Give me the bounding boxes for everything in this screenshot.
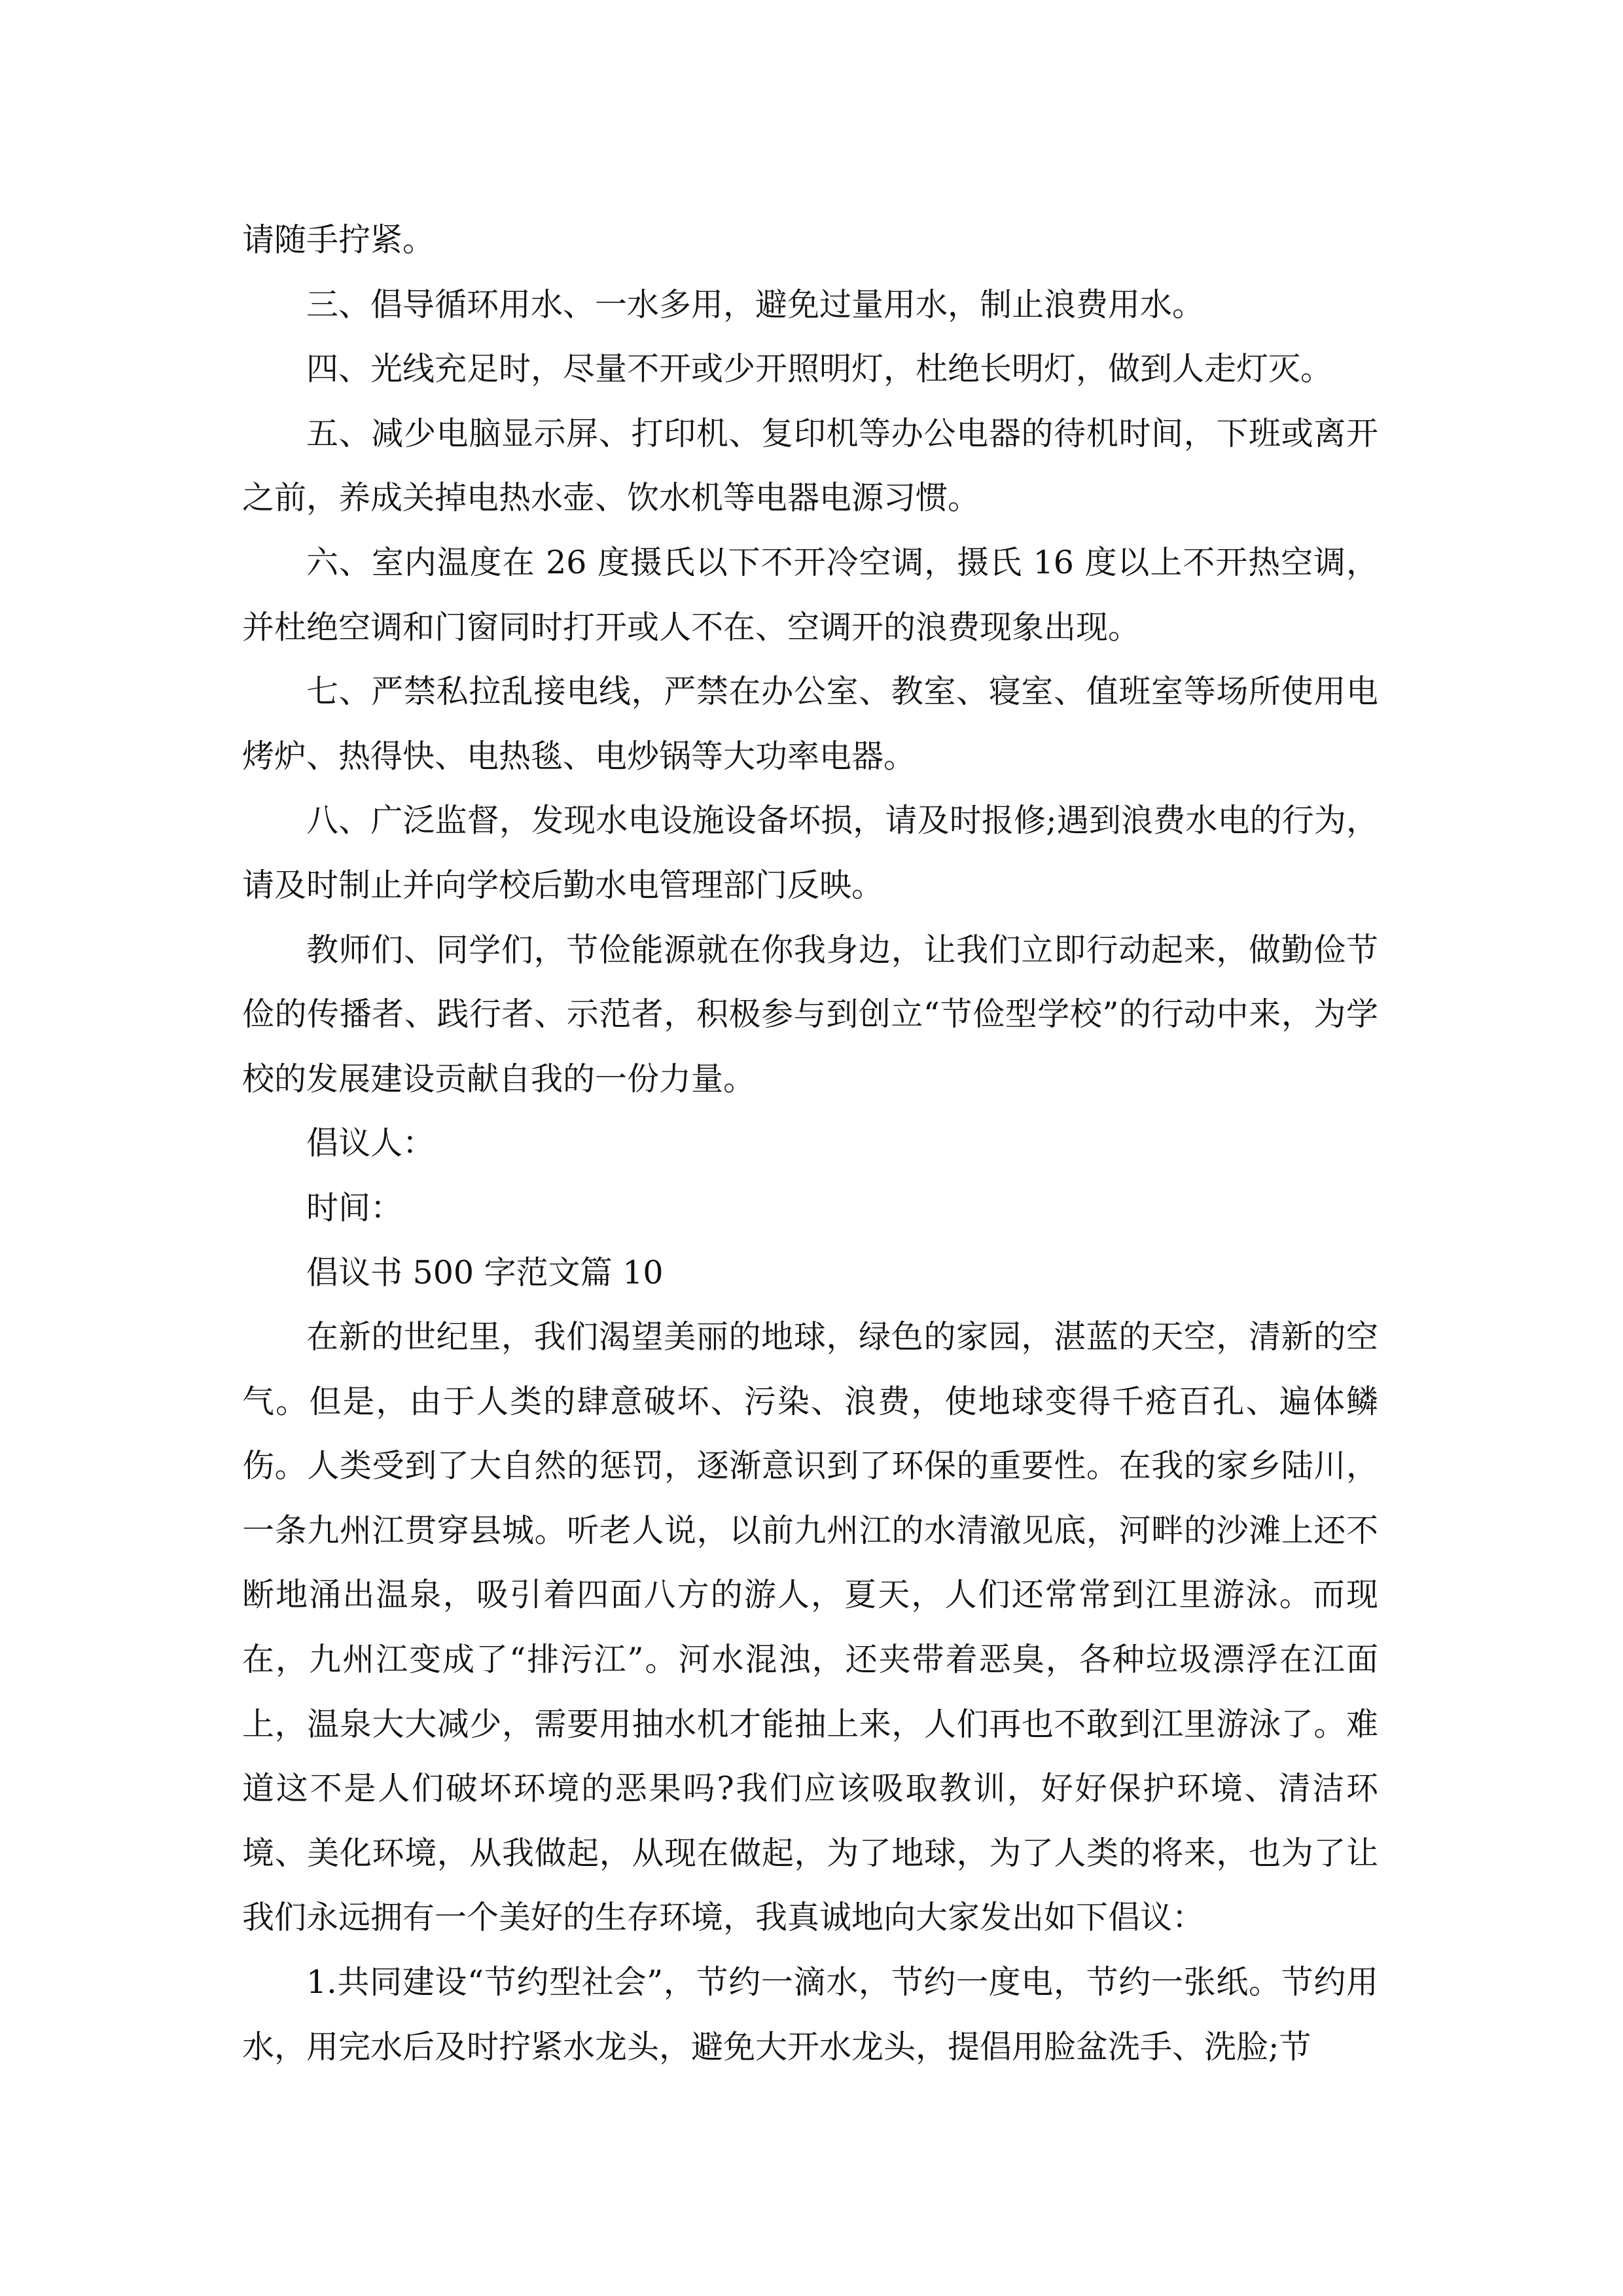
paragraph-continuation: 请随手拧紧。 [242,221,435,259]
paragraph-closing: 教师们、同学们，节俭能源就在你我身边，让我们立即行动起来，做勤俭节俭的传播者、践行者、示范者，积极参与到创立“节俭型学校”的行动中来，为学校的发展建设贡献自我的一份力量。 [242,931,1378,1098]
paragraph-item-7: 七、严禁私拉乱接电线，严禁在办公室、教室、寝室、值班室等场所使用电烤炉、热得快、电热毯、电炒锅等大功率电器。 [242,673,1378,775]
paragraph-intro: 在新的世纪里，我们渴望美丽的地球，绿色的家园，湛蓝的天空，清新的空气。但是，由于人类的肆意破坏、污染、浪费，使地球变得千疮百孔、遍体鳞伤。人类受到了大自然的惩罚，逐渐意识到了环保的重要性。在我的家乡陆川，一条九州江贯穿县城。听老人说，以前九州江的水清澈见底，河畔的沙滩上还不断地涌出温泉，吸引着四面八方的游人，夏天，人们还常常到江里游泳。而现在，九州江变成了“排污江”。河水混浊，还夹带着恶臭，各种垃圾漂浮在江面上，温泉大大减少，需要用抽水机才能抽上来，人们再也不敢到江里游泳了。难道这不是人们破坏环境的恶果吗?我们应该吸取教训，好好保护环境、清洁环境、美化环境，从我做起，从现在做起，为了地球，为了人类的将来，也为了让我们永远拥有一个美好的生存环境，我真诚地向大家发出如下倡议： [242,1318,1378,1937]
paragraph-item-3: 三、倡导循环用水、一水多用，避免过量用水，制止浪费用水。 [306,285,1205,323]
section-heading: 倡议书 500 字范文篇 10 [306,1253,664,1291]
paragraph-item-4: 四、光线充足时，尽量不开或少开照明灯，杜绝长明灯，做到人走灯灭。 [306,350,1333,388]
document-page [242,208,1378,2079]
paragraph-proposal-1: 1.共同建设“节约型社会”，节约一滴水，节约一度电，节约一张纸。节约用水，用完水后及时拧紧水龙头，避免大开水龙头，提倡用脸盆洗手、洗脸;节 [242,1964,1378,2066]
paragraph-item-8: 八、广泛监督，发现水电设施设备坏损，请及时报修;遇到浪费水电的行为，请及时制止并向学校后勤水电管理部门反映。 [242,802,1378,904]
date-line: 时间： [306,1189,403,1227]
paragraph-item-6: 六、室内温度在 26 度摄氏以下不开冷空调，摄氏 16 度以上不开热空调，并杜绝空调和门窗同时打开或人不在、空调开的浪费现象出现。 [242,543,1378,646]
paragraph-item-5: 五、减少电脑显示屏、打印机、复印机等办公电器的待机时间，下班或离开之前，养成关掉电热水壶、饮水机等电器电源习惯。 [242,414,1378,517]
proposer-line: 倡议人： [306,1124,435,1162]
